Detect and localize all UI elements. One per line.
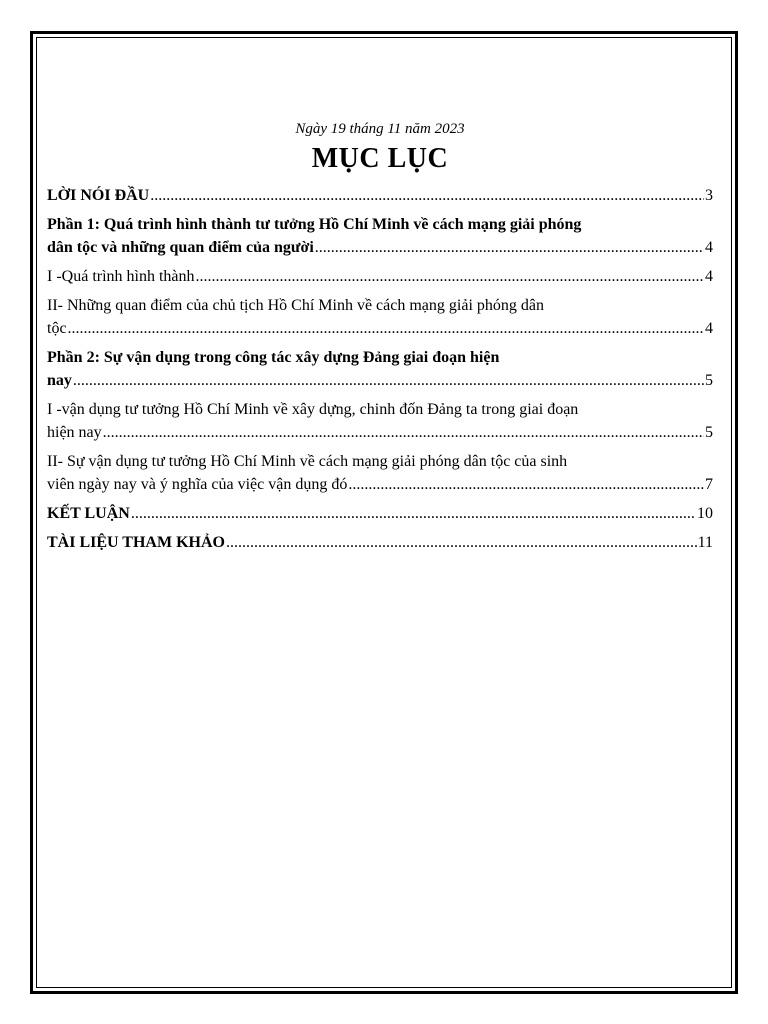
toc-page-number: 3 (705, 187, 713, 204)
toc-entry-row (47, 502, 713, 525)
toc-page-number: 10 (697, 505, 713, 522)
toc-entry-row (47, 236, 713, 259)
toc-page-number: 7 (705, 476, 713, 493)
toc-page-number: 4 (705, 268, 713, 285)
toc-entry-text: viên ngày nay và ý nghĩa của việc vận dụng đó (47, 476, 348, 493)
toc-entry-text: nay (47, 372, 72, 389)
toc-entry[interactable] (47, 398, 713, 444)
toc-entry-text: tộc (47, 320, 67, 337)
toc-entry-first-line: I -vận dụng tư tưởng Hồ Chí Minh về xây dựng, chinh đốn Đảng ta trong giai đoạn (47, 401, 579, 418)
toc-entry-text: I -Quá trình hình thành (47, 268, 195, 285)
toc-entry[interactable] (47, 531, 713, 554)
toc-entry[interactable] (47, 184, 713, 207)
toc-dot-leader (196, 265, 704, 288)
document-date: Ngày 19 tháng 11 năm 2023 (295, 121, 465, 137)
toc-entry-row (47, 473, 713, 496)
toc-title: MỤC LỤC (311, 143, 449, 174)
toc-entry[interactable] (47, 450, 713, 496)
toc-dot-leader (348, 473, 704, 496)
toc-entry[interactable] (47, 265, 713, 288)
toc-entry[interactable] (47, 213, 713, 259)
toc-entry-text: dân tộc và những quan điểm của người (47, 239, 314, 256)
toc-dot-leader (68, 317, 704, 340)
toc-dot-leader (73, 369, 704, 392)
toc-entry-row (47, 317, 713, 340)
toc-entry[interactable] (47, 294, 713, 340)
toc-page-number: 4 (705, 239, 713, 256)
toc-dot-leader (150, 184, 704, 207)
toc-entry-text: KẾT LUẬN (47, 505, 130, 522)
toc-page-number: 5 (705, 424, 713, 441)
toc-dot-leader (226, 531, 697, 554)
toc-entry-first-line: II- Những quan điểm của chủ tịch Hồ Chí Minh về cách mạng giải phóng dân (47, 297, 544, 314)
toc-entry-text: LỜI NÓI ĐẦU (47, 187, 150, 204)
toc-page-number: 4 (705, 320, 713, 337)
toc-entry-row (47, 184, 713, 207)
toc-entry-row (47, 265, 713, 288)
toc-entry[interactable] (47, 502, 713, 525)
toc-dot-leader (131, 502, 696, 525)
toc-entry-row (47, 369, 713, 392)
toc-entry-row (47, 421, 713, 444)
toc-list (47, 184, 713, 554)
toc-entry-text: TÀI LIỆU THAM KHẢO (47, 534, 225, 551)
toc-page-number: 11 (697, 534, 713, 551)
toc-entry-first-line: II- Sự vận dụng tư tưởng Hồ Chí Minh về cách mạng giải phóng dân tộc của sinh (47, 453, 568, 470)
toc-entry-row (47, 531, 713, 554)
toc-entry-text: hiện nay (47, 424, 102, 441)
toc-entry-first-line: Phần 2: Sự vận dụng trong công tác xây dựng Đảng giai đoạn hiện (47, 349, 500, 366)
toc-entry-first-line: Phần 1: Quá trình hình thành tư tưởng Hồ Chí Minh về cách mạng giải phóng (47, 216, 582, 233)
toc-entry[interactable] (47, 346, 713, 392)
document-content (47, 118, 713, 560)
toc-dot-leader (103, 421, 704, 444)
toc-page-number: 5 (705, 372, 713, 389)
toc-dot-leader (315, 236, 704, 259)
